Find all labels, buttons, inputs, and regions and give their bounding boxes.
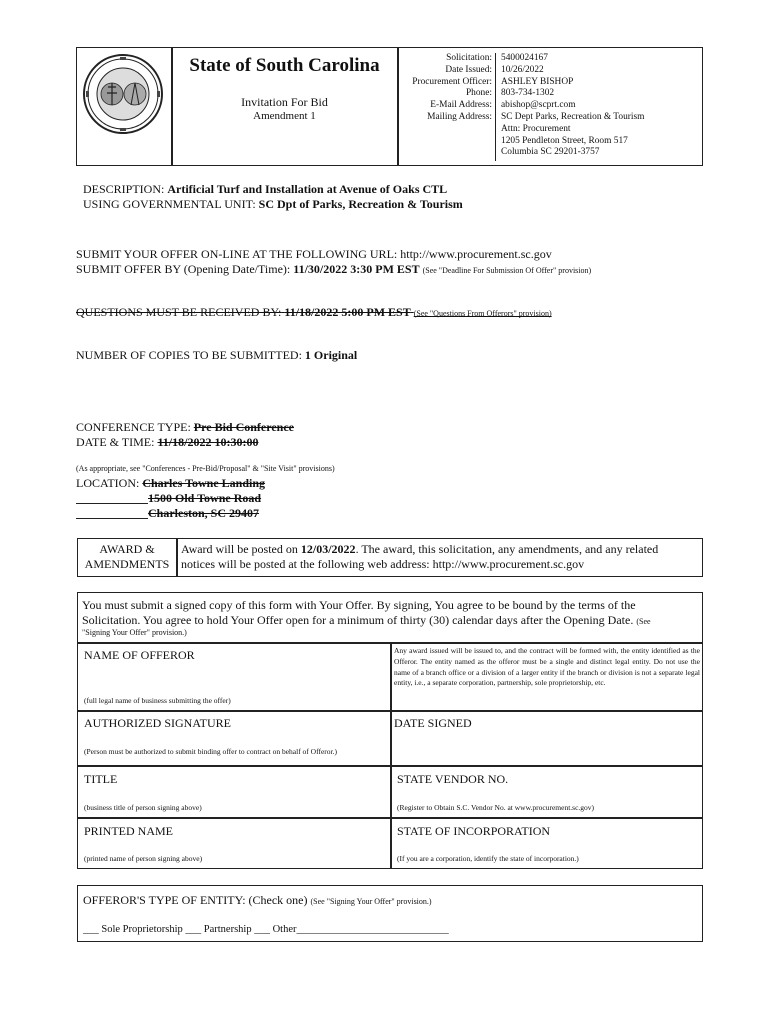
award-text [181,542,701,572]
unit-label: USING GOVERNMENTAL UNIT: [83,197,256,211]
authorized-signature-label: AUTHORIZED SIGNATURE [84,716,231,730]
label-procurement-officer: Procurement Officer: [412,76,492,87]
printed-name-note: (printed name of person signing above) [84,854,203,863]
vendor-no-field[interactable] [394,786,699,800]
conference-type-line [76,420,294,435]
location-line-3: Charleston, SC 29407 [148,506,260,520]
incorporation-label: STATE OF INCORPORATION [397,824,551,838]
award-text-pre: Award will be posted on [181,542,298,556]
entity-type-line [83,893,432,908]
copies-value: 1 Original [304,348,358,362]
header-labels [398,53,492,124]
award-date: 12/03/2022 [300,542,356,556]
value-procurement-officer: ASHLEY BISHOP [501,76,574,87]
name-of-offeror-note: (full legal name of business submitting the offer) [84,696,231,705]
entity-type-options[interactable]: ___ Sole Proprietorship ___ Partnership ___ Other_____________________________ [83,924,449,935]
award-label-1: AWARD & [99,542,155,556]
label-phone: Phone: [465,88,492,99]
date-signed-label: DATE SIGNED [394,716,472,730]
signing-intro-note-2: "Signing Your Offer" provision.) [82,628,187,637]
value-solicitation: 5400024167 [501,53,548,63]
label-solicitation: Solicitation: [446,53,492,63]
description-line [83,182,447,197]
award-label-2: AMENDMENTS [84,557,170,571]
value-mailing-1: SC Dept Parks, Recreation & Tourism [501,111,645,122]
signing-intro [82,598,700,629]
unit-line [83,197,463,212]
title-note: (business title of person signing above) [84,803,202,812]
title-label: TITLE [84,772,118,786]
authorized-signature-field[interactable] [80,730,386,744]
header-values [501,53,701,159]
value-mailing-4: Columbia SC 29201-3757 [501,147,600,158]
questions-note: (See "Questions From Offerors" provision) [413,309,552,318]
signing-intro-1: You must submit a signed copy of this form with Your Offer. By signing, You agree to be bound by the terms of the [82,598,636,612]
printed-name-label: PRINTED NAME [84,824,173,838]
name-of-offeror-field[interactable] [80,662,386,694]
state-seal [82,53,164,135]
label-mailing: Mailing Address: [427,111,492,122]
signing-intro-2: Solicitation. You agree to hold Your Offer open for a minimum of thirty (30) calendar days after the Opening Date. [82,613,634,627]
location-line-2: 1500 Old Towne Road [148,491,262,505]
signing-intro-note-1: (See [636,617,651,626]
entity-type-label: OFFEROR'S TYPE OF ENTITY: (Check one) [83,893,308,907]
submit-by-line [76,262,591,277]
name-of-offeror-label: NAME OF OFFEROR [84,648,195,662]
copies-line [76,348,357,363]
incorporation-note: (If you are a corporation, identify the state of incorporation.) [397,854,579,863]
printed-name-field[interactable] [80,838,386,852]
conference-date-value: 11/18/2022 10:30:00 [157,435,259,449]
location-line [76,476,265,491]
award-label [78,542,176,572]
award-line-2: notices will be posted at the following web address: http://www.procurement.sc.gov [181,557,585,571]
amendment: Amendment 1 [253,110,316,122]
questions-label: QUESTIONS MUST BE RECEIVED BY: [76,305,282,319]
vendor-no-label: STATE VENDOR NO. [397,772,509,786]
conference-date-label: DATE & TIME: [76,435,155,449]
conference-note: (As appropriate, see "Conferences - Pre-Bid/Proposal" & "Site Visit" provisions) [76,464,335,473]
state-title: State of South Carolina [189,55,380,76]
incorporation-field[interactable] [394,838,699,852]
unit-value: SC Dpt of Parks, Recreation & Tourism [258,197,463,211]
entity-type-note: (See "Signing Your Offer" provision.) [310,897,432,906]
location-label: LOCATION: [76,476,140,490]
title-field[interactable] [80,786,386,800]
submit-online: SUBMIT YOUR OFFER ON-LINE AT THE FOLLOWING URL: http://www.procurement.sc.gov [76,247,552,261]
value-date-issued: 10/26/2022 [501,64,544,75]
value-mailing-3: 1205 Pendleton Street, Room 517 [501,135,628,146]
award-entity-note: Any award issued will be issued to, and the contract will be formed with, the entity identified as the Offeror. The entity named as the offeror must be a single and distinct legal entity. Do not use the name of a branch office or a division of a larger entity if the branch or division is not a separate legal entity, i.e., a separate corporation, partnership, sole proprietorship, etc. [394,646,700,688]
copies-label: NUMBER OF COPIES TO BE SUBMITTED: [76,348,302,362]
doc-type: Invitation For Bid [241,95,328,109]
submit-by-label: SUBMIT OFFER BY (Opening Date/Time): [76,262,291,276]
submit-by-value: 11/30/2022 3:30 PM EST [293,262,420,276]
label-email: E-Mail Address: [430,100,492,111]
label-date-issued: Date Issued: [445,64,492,75]
conference-date-line [76,435,258,450]
vendor-no-note: (Register to Obtain S.C. Vendor No. at www.procurement.sc.gov) [397,803,595,812]
award-text-post: . The award, this solicitation, any amendments, and any related [355,542,659,556]
questions-line [76,305,552,320]
conference-type-label: CONFERENCE TYPE: [76,420,191,434]
value-email[interactable]: abishop@scprt.com [501,100,576,111]
description-value: Artificial Turf and Installation at Avenue of Oaks CTL [167,182,448,196]
location-line-1: Charles Towne Landing [142,476,266,490]
date-signed-field[interactable] [394,730,699,762]
conference-type-value: Pre Bid Conference [193,420,294,434]
value-mailing-2: Attn: Procurement [501,123,571,134]
authorized-signature-note: (Person must be authorized to submit binding offer to contract on behalf of Offeror.) [84,747,337,756]
questions-value: 11/18/2022 5:00 PM EST [284,305,411,319]
value-phone: 803-734-1302 [501,88,555,99]
submit-by-note: (See "Deadline For Submission Of Offer" provision) [422,266,592,275]
description-label: DESCRIPTION: [83,182,165,196]
